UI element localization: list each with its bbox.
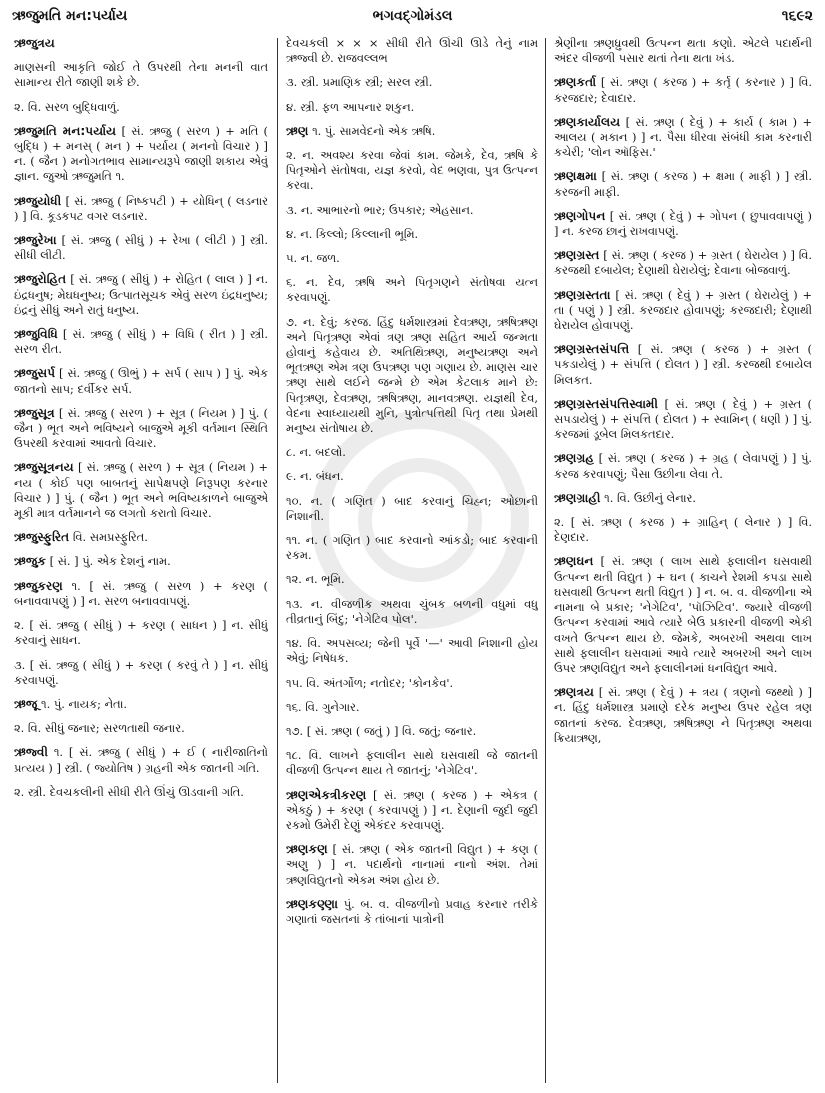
entry-definition: ૯. ન. બંધન. xyxy=(286,469,344,484)
dictionary-entry xyxy=(14,194,268,224)
dictionary-entry xyxy=(14,60,268,90)
dictionary-column-3 xyxy=(554,36,812,1083)
column-rule-2 xyxy=(545,38,546,1083)
entry-headword: ઋજુસ્ફુરિત xyxy=(14,530,70,545)
dictionary-entry xyxy=(554,248,812,278)
entry-definition: [ સં. ઋણ ( કરજ ) + ગ્રસ્ત ( ઘેરાયેલ ) ] વિ. કરજથી દબાયેલ; દેણાથી ઘેરાયેલું; દેવાના બોજવાળું. xyxy=(554,248,812,278)
dictionary-entry xyxy=(14,366,268,396)
entry-definition: ૧. [ સં. ઋજુ ( સરળ ) + કરણ ( બનાવવાપણું ) ] ન. સરળ બનાવવાપણું. xyxy=(14,578,268,608)
page-number: ૧૬૯૨ xyxy=(781,8,813,24)
entry-definition: ૧૧. ન. ( ગણિત ) બાદ કરવાનો આંકડો; બાદ કરવાની રકમ. xyxy=(286,533,538,563)
dictionary-entry xyxy=(554,554,812,676)
page-header xyxy=(12,6,813,30)
dictionary-entry xyxy=(14,36,268,51)
entry-definition: ૧. વિ. ઉછીનું લેનાર. xyxy=(604,490,697,505)
entry-headword: ઋજુમતિ મન:પર્યાય xyxy=(14,123,117,138)
dictionary-entry xyxy=(14,721,268,736)
dictionary-entry xyxy=(286,227,538,242)
entry-headword: ઋણક્ષમા xyxy=(554,169,597,184)
dictionary-entry xyxy=(286,36,538,66)
entry-definition: ૧૦. ન. ( ગણિત ) બાદ કરવાનું ચિહ્ન; ઓછાની નિશાની. xyxy=(286,493,538,523)
entry-definition: ૪. સ્ત્રી. ફળ આપનાર શકુન. xyxy=(286,99,415,114)
entry-definition: દેવચકલી × × × સીધી રીતે ઊંચી ઊડે તેનું નામ ઋજ્વી છે. રાજવલ્લભ xyxy=(286,36,538,66)
entry-headword: ઋણગ્રાહી xyxy=(554,490,601,505)
entry-headword: ઋજુક xyxy=(14,554,46,569)
dictionary-entry xyxy=(554,342,812,388)
dictionary-column-1 xyxy=(14,36,268,1083)
dictionary-entry xyxy=(286,75,538,90)
dictionary-entry xyxy=(286,597,538,627)
dictionary-entry xyxy=(286,100,538,115)
entry-definition: [ સં. ઋણ ( કરજ ) + ક્ષમા ( માફી ) ] સ્ત્રી. કરજની માફી. xyxy=(554,169,812,199)
entry-headword: ઋજુકરણ xyxy=(14,578,63,593)
dictionary-entry xyxy=(286,494,538,524)
entry-definition: [ સં. ઋજુ ( સીધું ) + રેખા ( લીટી ) ] સ્ત્રી. સીધી લીટી. xyxy=(14,233,268,263)
entry-definition: ૭. ન. દેવું; કરજ. હિંદુ ધર્મશાસ્ત્રમાં દેવઋણ, ઋષિઋણ અને પિતૃઋણ એવાં ત્રણ ઋણ સહિત આર્ય જન્મતા હોવાનું કહેવાય છે. અતિથિઋણ, મનુષ્યઋણ અને ભૂતઋણ એમ ત્રણ ઉપઋણ પણ ગણાય છે. માણસ ચાર ઋણ સાથે લઈને જન્મે છે એમ કેટલાક માને છે: પિતૃઋણ, દેવઋણ, ઋષિઋણ, માનવઋણ. યજ્ઞથી દેવ, વેદના સ્વાધ્યાયથી મુનિ, પુત્રોત્પત્તિથી પિતૃ તથા પ્રેમથી મનુષ્ય સંતોષાય છે. xyxy=(286,314,538,436)
entry-definition: [ સં. ઋણ ( દેવું ) + ગ્રસ્ત ( ઘેરાયેલું ) + તા ( પણું ) ] સ્ત્રી. કરજદાર હોવાપણું; કરજદારી; દેણાથી ઘેરાયેલ હોવાપણું. xyxy=(554,287,812,333)
entry-definition: ૧૭. [ સં. ઋણ ( જતું ) ] વિ. જતું; જનાર. xyxy=(286,723,477,738)
dictionary-entry xyxy=(286,203,538,218)
entry-headword: ઋણગ્રસ્તતા xyxy=(554,287,611,302)
dictionary-entry xyxy=(286,724,538,739)
dictionary-entry xyxy=(286,275,538,305)
entry-definition: ૨. વિ. સરળ બુદ્ધિવાળું. xyxy=(14,99,120,114)
entry-headword: ઋણત્રય xyxy=(554,685,594,700)
entry-definition: [ સં. ઋણ ( એક જાતની વિદ્યુત ) + કણ ( અણુ ) ] ન. પદાર્થનો નાનામાં નાનો અંશ. તેમાં ઋણવિદ્યુતનો એકમ અંશ હોય છે. xyxy=(286,842,538,887)
entry-definition: ૨. વિ. સીધું જનાર; સરળતાથી જનાર. xyxy=(14,721,185,736)
entry-definition: ૩. ન. આભારનો ભાર; ઉપકાર; એહસાન. xyxy=(286,202,474,217)
entry-definition: પું. બ. વ. વીજળીનો પ્રવાહ કરનાર તરીકે ગણાતાં જસતનાં કે તાંબાનાં પાત્રોની xyxy=(286,896,538,926)
dictionary-entry xyxy=(14,745,268,775)
dictionary-entry xyxy=(286,533,538,563)
entry-definition: [ સં. ઋજુ ( ઊભું ) + સર્પ ( સાપ ) ] પું. એક જાતનો સાપ; દર્વીકર સર્પ. xyxy=(14,366,268,396)
dictionary-entry xyxy=(554,685,812,746)
entry-headword: ઋજુસર્પ xyxy=(14,366,56,381)
entry-definition: [ સં. ઋણ ( દેવું ) + ત્રય ( ત્રણનો જથ્થો ) ] ન. હિંદુ ધર્મશાસ્ત્ર પ્રમાણે દરેક મનુષ્ય ઉપર રહેલ ત્રણ જાતનાં કરજ. દેવઋણ, ઋષિઋણ ને પિતૃઋણ અથવા ક્રિયાઋણ, xyxy=(554,685,812,745)
entry-definition: ૧૩. ન. વીજળીક અથવા ચુંબક બળની વધુમાં વધુ તીવ્રતાનું બિંદુ; 'નેગેટિવ પોલ'. xyxy=(286,596,538,626)
entry-headword: ઋજ્વી xyxy=(14,745,48,760)
entry-headword: ઋજુસૂત્રનય xyxy=(14,460,74,475)
entry-headword: ઋણકાર્યાલય xyxy=(554,114,621,129)
dictionary-entry xyxy=(286,842,538,888)
entry-headword: ઋજુરેખા xyxy=(14,233,57,248)
entry-definition: ૧૨. ન. ભૂમિ. xyxy=(286,572,345,587)
entry-definition: ૧૫. વિ. અંતર્ગોળ; નતોદર; 'કોનકેવ'. xyxy=(286,675,454,690)
entry-headword: ઋણ xyxy=(286,123,309,138)
dictionary-entry xyxy=(286,788,538,834)
entry-definition: [ સં. ઋણ ( કરજ ) + ગ્રહ ( લેવાપણું ) ] પું. કરજ કરવાપણું; પૈસા ઉછીના લેવા તે. xyxy=(554,451,812,481)
entry-headword: ઋણગ્રસ્તસંપત્તિ xyxy=(554,342,630,357)
dictionary-entry xyxy=(286,572,538,587)
dictionary-entry xyxy=(286,897,538,927)
dictionary-entry xyxy=(14,785,268,800)
entry-headword: ઋણકર્તા xyxy=(554,75,597,90)
dictionary-entry xyxy=(286,636,538,666)
dictionary-entry xyxy=(14,618,268,648)
dictionary-entry xyxy=(14,100,268,115)
dictionary-column-2 xyxy=(286,36,538,1083)
entry-definition: વિ. સમપ્રસ્ફુરિત. xyxy=(72,530,148,545)
entry-definition: ૧૪. વિ. અપસવ્ય; જેની પૂર્વે '—' આવી નિશાની હોય એવું; નિષેધક. xyxy=(286,636,538,666)
entry-definition: [ સં. ઋજુ ( સરળ ) + સૂત્ર ( નિયમ ) + નય ( કોઈ પણ બાબતનું સાપેક્ષપણે નિરૂપણ કરનાર વિચાર ) ] પું. ( જૈન ) ભૂત અને ભવિષ્યકાળને બાજુએ મૂકી માત્ર વર્તમાનને જ લગતો કરાતો વિચાર. xyxy=(14,460,268,521)
entry-definition: [ સં. ઋજુ ( સીધું ) + રોહિત ( લાલ ) ] ન. ઇંદ્રધનુષ; મેઘધનુષ્ય; ઉત્પાતસૂચક એવું સરળ ઇંદ્રધનુષ્ય; ઇંદ્રનું સીધું અને રાતું ધનુષ્ય. xyxy=(14,272,268,317)
entry-definition: ૧૬. વિ. ગુનેગાર. xyxy=(286,699,360,714)
entry-definition: ૨. [ સં. ઋણ ( કરજ ) + ગ્રાહિન્ ( લેનાર ) ] વિ. દેણદાર. xyxy=(554,515,812,545)
dictionary-entry xyxy=(286,124,538,139)
entry-definition: ૧૮. વિ. લાખને ફલાલીન સાથે ઘસવાથી જે જાતની વીજળી ઉત્પન્ન થાય તે જાતનું; 'નેગેટિવ'. xyxy=(286,748,538,778)
entry-headword: ઋણગ્રહ xyxy=(554,451,595,466)
book-title: ભગવદ્ગોમંડલ xyxy=(372,8,453,24)
dictionary-entry xyxy=(14,658,268,688)
entry-definition: ૨. સ્ત્રી. દેવચકલીની સીધી રીતે ઊંચું ઊડવાની ગતિ. xyxy=(14,784,244,799)
dictionary-entry xyxy=(554,288,812,334)
entry-definition: માણસની આકૃતિ જોઈ તે ઉપરથી તેના મનની વાત સામાન્ય રીતે જાણી શકે છે. xyxy=(14,60,268,90)
dictionary-entry xyxy=(14,697,268,712)
dictionary-entry xyxy=(286,148,538,194)
entry-headword: ઋણકણ્ણા xyxy=(286,896,339,911)
entry-definition: [ સં. ઋણ ( દેવું ) + ગોપન ( છુપાવવાપણું ) ] ન. કરજ છાનું રાખવાપણું. xyxy=(554,208,812,239)
entry-definition: ૩. સ્ત્રી. પ્રમાણિક સ્ત્રી; સરલ સ્ત્રી. xyxy=(286,75,433,90)
dictionary-entry xyxy=(554,75,812,105)
dictionary-entry xyxy=(554,169,812,199)
dictionary-entry xyxy=(286,251,538,266)
entry-headword: ઋજુરોહિત xyxy=(14,272,67,287)
dictionary-entry xyxy=(286,445,538,460)
entry-definition: [ સં. ઋણ ( લાખ સાથે ફલાલીન ઘસવાથી ઉત્પન્ન થતી વિદ્યુત ) + ઘન ( કાચને રેશમી કપડા સાથે ઘસવાથી ઉત્પન્ન થતી વિદ્યુત ) ] ન. બ. વ. વીજળીના એ નામના બે પ્રકાર; 'નેગેટિવ', 'પૉઝિટિવ'. જ્યારે વીજળી ઉત્પન્ન કરવામાં આવે ત્યારે બેઉ પ્રકારની વીજળી એકી વખતે ઉત્પન્ન થાય છે. જેમકે, અબરખી અથવા લાખ સાથે ફલાલીન ઘસવામાં આવે ત્યારે અબરખી અને લાખ ઉપર ઋણવિદ્યુત અને ફલાલીનમાં ધનવિદ્યુત આવે. xyxy=(554,554,812,675)
column-rule-1 xyxy=(277,38,278,1083)
entry-definition: શ્રેણીના ઋણધ્રુવથી ઉત્પન્ન થતા કણો. એટલે પદાર્થની અંદર વીજળી પસાર થતાં તેના થતા ખંડ. xyxy=(554,36,812,66)
entry-headword: ઋણગ્રસ્તસંપત્તિસ્વામી xyxy=(554,396,659,411)
entry-definition: ૬. ન. દેવ, ઋષિ અને પિતૃગણને સંતોષવા યત્ન કરવાપણું. xyxy=(286,275,538,305)
entry-headword: ઋણગ્રસ્ત xyxy=(554,248,600,263)
entry-definition: ૪. ન. કિલ્લો; કિલ્લાની ભૂમિ. xyxy=(286,226,419,241)
entry-headword: ઋજુત્રય xyxy=(14,36,55,50)
dictionary-entry xyxy=(14,124,268,185)
dictionary-entry xyxy=(554,209,812,239)
entry-definition: ૨. ન. અવશ્ય કરવા જેવાં કામ. જેમકે, દેવ, ઋષિ કે પિતૃઓને સંતોષવા, યજ્ઞ કરવો, વેદ ભણવા, પુત્ર ઉત્પન્ન કરવા. xyxy=(286,148,538,193)
dictionary-entry xyxy=(14,554,268,569)
dictionary-entry xyxy=(554,491,812,506)
dictionary-entry xyxy=(554,115,812,161)
entry-definition: [ સં. ઋજુ ( સરળ ) + મતિ ( બુદ્ધિ ) + મનસ્ ( મન ) + પર્યાય ( મનનો વિચાર ) ] ન. ( જૈન ) મનોગતભાવ સામાન્યરૂપે જાણી શકાય એવું જ્ઞાન. જુઓ ઋજુમતિ ૧. xyxy=(14,123,268,184)
dictionary-entry xyxy=(14,272,268,318)
dictionary-entry xyxy=(286,676,538,691)
entry-definition: [ સં. ઋજુ ( સીધું ) + વિધિ ( રીત ) ] સ્ત્રી. સરળ રીત. xyxy=(14,327,268,357)
dictionary-entry xyxy=(286,469,538,484)
entry-definition: [ સં. ઋણ ( દેવું ) + ગ્રસ્ત ( સપડાયેલું ) + સંપત્તિ ( દોલત ) + સ્વામિન્ ( ધણી ) ] પું. કરજમાં ડૂબેલ મિલકતદાર. xyxy=(554,396,812,442)
entry-headword: ઋજુવિધિ xyxy=(14,327,58,342)
dictionary-entry xyxy=(554,515,812,545)
entry-definition: ૮. ન. બદલો. xyxy=(286,445,346,460)
entry-definition: ૧. પું. સામવેદનો એક ઋષિ. xyxy=(312,123,436,138)
dictionary-entry xyxy=(14,406,268,452)
entry-definition: [ સં. ઋજુ ( સરળ ) + સૂત્ર ( નિયમ ) ] પું. ( જૈન ) ભૂત અને ભવિષ્યને બાજુએ મૂકી વર્તમાન સ્થિતિ ઉપરથી કરવામાં આવતો વિચાર. xyxy=(14,405,268,451)
entry-headword: ઋજુયોધી xyxy=(14,193,62,208)
entry-definition: [ સં. ઋજુ ( નિષ્કપટી ) + યોધિન્ ( લડનાર ) ] વિ. કૂડકપટ વગર લડનાર. xyxy=(14,193,268,223)
dictionary-entry xyxy=(14,579,268,609)
dictionary-entry xyxy=(554,451,812,481)
dictionary-entry xyxy=(286,748,538,778)
entry-definition: ૨. [ સં. ઋજુ ( સીધું ) + કરણ ( સાધન ) ] ન. સીધું કરવાનું સાધન. xyxy=(14,618,268,648)
entry-definition: [ સં. ઋણ ( કરજ ) + ગ્રસ્ત ( પકડાયેલું ) + સંપત્તિ ( દોલત ) ] સ્ત્રી. કરજથી દબાયેલ મિલકત. xyxy=(554,342,812,387)
dictionary-entry xyxy=(554,36,812,66)
running-head-left: ઋજુમતિ મન:પર્યાય xyxy=(12,8,128,24)
dictionary-entry xyxy=(554,397,812,443)
entry-headword: ઋજૂ xyxy=(14,696,38,711)
dictionary-entry xyxy=(286,700,538,715)
dictionary-entry xyxy=(286,315,538,437)
dictionary-entry xyxy=(14,460,268,521)
entry-headword: ઋણગોપન xyxy=(554,208,606,223)
entry-definition: [ સં. ઋણ ( કરજ ) + એકત્ર ( એકઠું ) + કરણ ( કરવાપણું ) ] ન. દેણાની જુદી જુદી રકમો ઉમેરી દેણું એકંદર કરવાપણું. xyxy=(286,787,538,832)
entry-definition: [ સં. ઋણ ( કરજ ) + કર્તૃ ( કરનાર ) ] વિ. કરજદાર; દેવાદાર. xyxy=(554,75,812,105)
entry-headword: ઋજુસૂત્ર xyxy=(14,405,55,420)
entry-definition: [ સં. ] પું. એક દેશનું નામ. xyxy=(49,554,171,569)
dictionary-entry xyxy=(14,327,268,357)
entry-headword: ઋણકણ xyxy=(286,842,328,857)
entry-definition: ૧. પું. નાયક; નેતા. xyxy=(41,696,128,711)
entry-definition: ૧. [ સં. ઋજુ ( સીધું ) + ઈ ( નારીજાતિનો પ્રત્યય ) ] સ્ત્રી. ( જ્યોતિષ ) ગ્રહની એક જાતની ગતિ. xyxy=(14,745,268,775)
entry-headword: ઋણઘન xyxy=(554,554,594,569)
entry-definition: ૩. [ સં. ઋજુ ( સીધું ) + કરણ ( કરવું તે ) ] ન. સીધું કરવાપણું. xyxy=(14,657,268,687)
dictionary-entry xyxy=(14,233,268,263)
entry-headword: ઋણએકત્રીકરણ xyxy=(286,787,367,802)
entry-definition: ૫. ન. જળ. xyxy=(286,251,340,266)
dictionary-entry xyxy=(14,530,268,545)
entry-definition: [ સં. ઋણ ( દેવું ) + કાર્ય ( કામ ) + આલય ( મકાન ) ] ન. પૈસા ધીરવા સંબંધી કામ કરનારી કચેરી; 'લોન ઑફિસ.' xyxy=(554,114,812,160)
